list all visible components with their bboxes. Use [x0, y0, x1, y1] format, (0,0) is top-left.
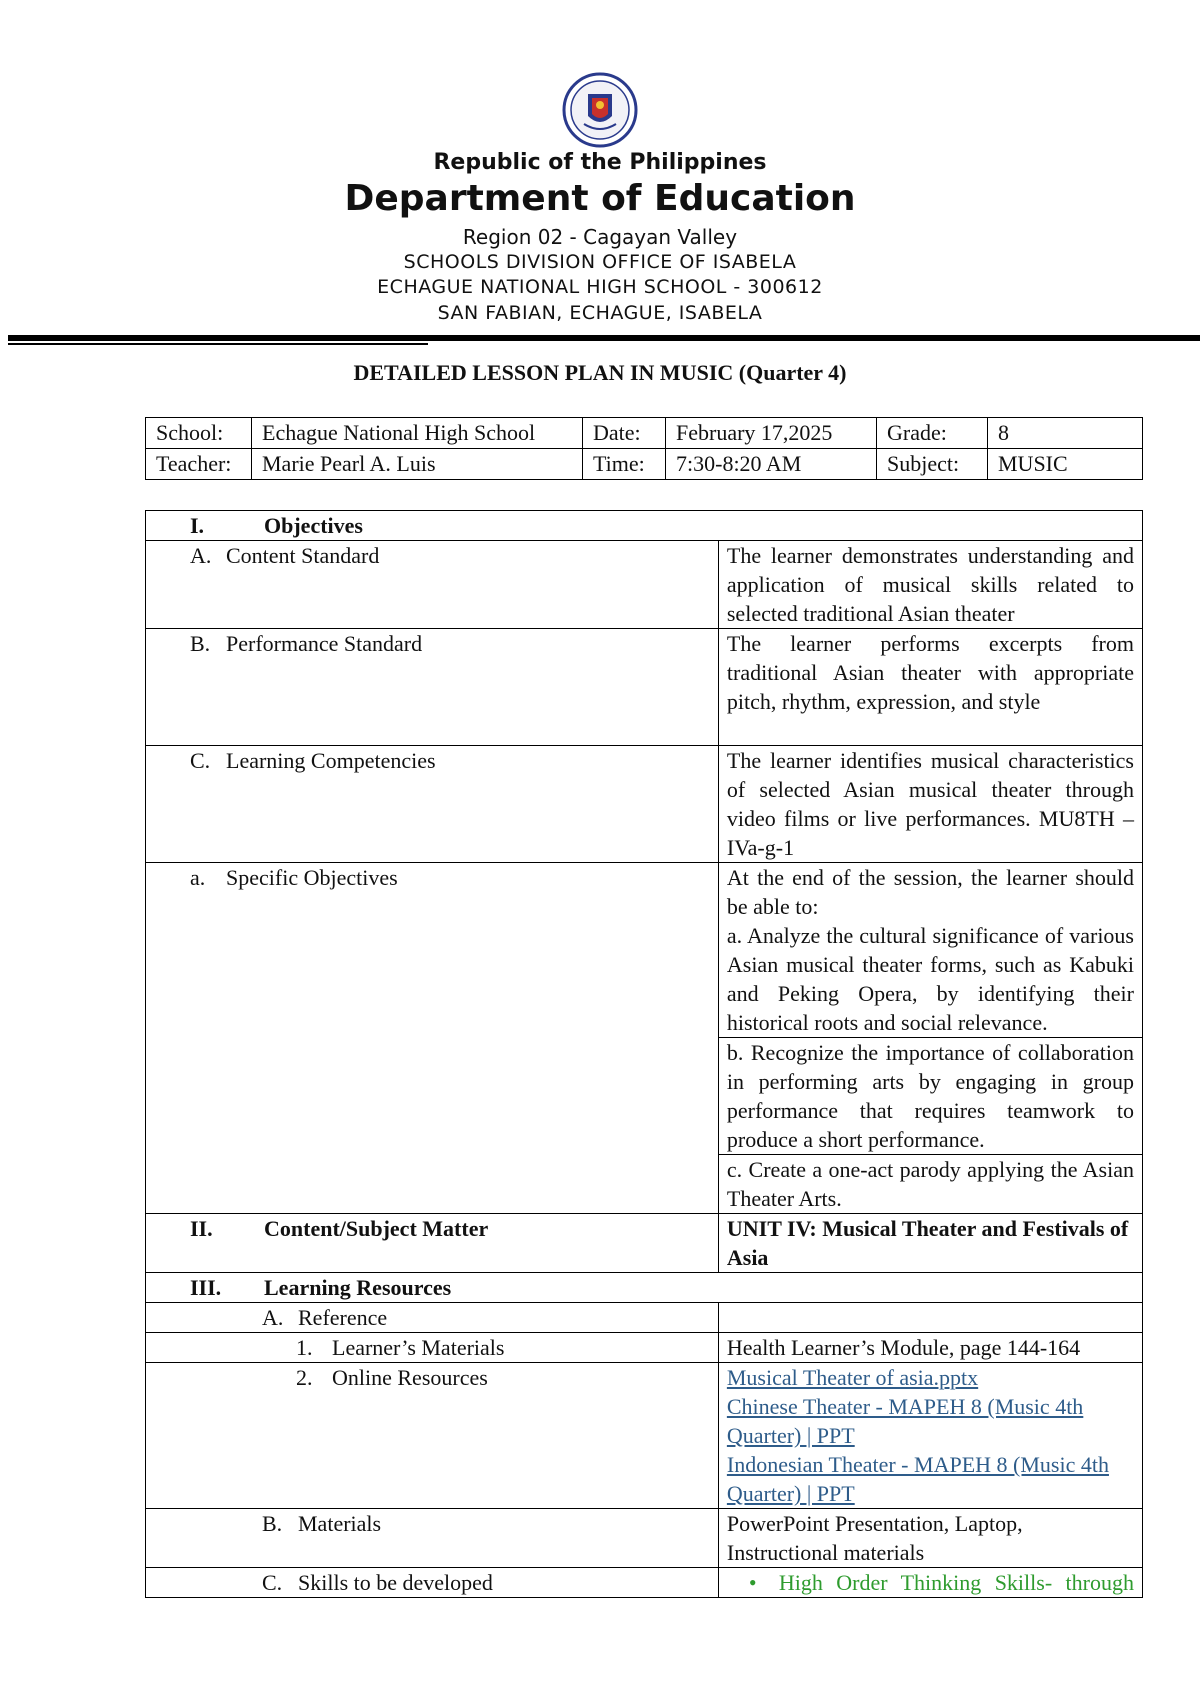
section-row-resources	[146, 1273, 1143, 1303]
table-row	[146, 541, 1143, 629]
section-heading: Learning Resources	[264, 1275, 452, 1300]
item-number: 1.	[296, 1335, 313, 1360]
teacher-value: Marie Pearl A. Luis	[252, 449, 583, 480]
header-republic: Republic of the Philippines	[433, 150, 767, 175]
date-label: Date:	[583, 418, 666, 449]
table-row	[146, 1363, 1143, 1509]
item-label: Online Resources	[332, 1365, 488, 1390]
header-division: SCHOOLS DIVISION OFFICE OF ISABELA	[403, 251, 797, 273]
section-number: I.	[190, 513, 205, 538]
grade-label: Grade:	[877, 418, 988, 449]
online-resource-link[interactable]: Chinese Theater - MAPEH 8 (Music 4th Quarter) | PPT	[726, 1394, 1084, 1448]
header-address: SAN FABIAN, ECHAGUE, ISABELA	[437, 302, 763, 324]
section-heading: Content/Subject Matter	[264, 1216, 489, 1241]
item-number: 2.	[296, 1365, 313, 1390]
teacher-label: Teacher:	[146, 449, 252, 480]
subject-label: Subject:	[877, 449, 988, 480]
item-letter: B.	[190, 631, 211, 656]
header-region: Region 02 - Cagayan Valley	[462, 225, 738, 249]
lesson-plan-table	[145, 510, 1143, 1598]
item-label: Learning Competencies	[226, 748, 436, 773]
materials-text: PowerPoint Presentation, Laptop, Instructional materials	[718, 1509, 1142, 1568]
table-row	[146, 1509, 1143, 1568]
school-value: Echague National High School	[252, 418, 583, 449]
item-label: Performance Standard	[226, 631, 423, 656]
specific-objective-c: c. Create a one-act parody applying the Asian Theater Arts.	[718, 1155, 1142, 1214]
content-subject-text: UNIT IV: Musical Theater and Festivals of Asia	[718, 1214, 1142, 1273]
grade-value: 8	[988, 418, 1143, 449]
header-school: ECHAGUE NATIONAL HIGH SCHOOL - 300612	[377, 276, 823, 298]
item-letter: a.	[190, 865, 206, 890]
subject-value: MUSIC	[988, 449, 1143, 480]
item-label: Reference	[298, 1305, 388, 1330]
header-rule	[8, 335, 1200, 341]
item-letter: A.	[190, 543, 212, 568]
table-row	[146, 1303, 1143, 1333]
competencies-text: The learner identifies musical characteristics of selected Asian musical theater through video films or live performances. MU8TH –IVa-g-1	[718, 746, 1142, 863]
time-value: 7:30-8:20 AM	[666, 449, 877, 480]
item-label: Materials	[298, 1511, 382, 1536]
item-letter: B.	[262, 1511, 283, 1536]
item-label: Content Standard	[226, 543, 380, 568]
school-label: School:	[146, 418, 252, 449]
specific-objective-b: b. Recognize the importance of collaboration in performing arts by engaging in group performance that requires teamwork to produce a short performance.	[718, 1038, 1142, 1155]
table-row	[146, 1568, 1143, 1598]
header-department: Department of Education	[344, 178, 856, 219]
content-standard-text: The learner demonstrates understanding and application of musical skills related to selected traditional Asian theater	[718, 541, 1142, 629]
specific-intro: At the end of the session, the learner should be able to:	[726, 865, 1134, 919]
item-letter: A.	[262, 1305, 284, 1330]
section-number: III.	[190, 1275, 222, 1300]
table-row	[146, 449, 1143, 480]
table-row	[146, 746, 1143, 863]
item-label: Specific Objectives	[226, 865, 398, 890]
item-label: Learner’s Materials	[332, 1335, 505, 1360]
skills-text: High Order Thinking Skills- through	[778, 1570, 1134, 1595]
reference-value	[718, 1303, 1142, 1333]
specific-objective-a: a. Analyze the cultural significance of various Asian musical theater forms, such as Kabuki and Peking Opera, by identifying their historical roots and social relevance.	[726, 923, 1134, 1035]
online-resource-link[interactable]: Musical Theater of asia.pptx	[726, 1365, 979, 1390]
section-row-objectives	[146, 511, 1143, 541]
section-row-content	[146, 1214, 1143, 1273]
header-rule-thin	[8, 343, 428, 345]
online-resource-link[interactable]: Indonesian Theater - MAPEH 8 (Music 4th Quarter) | PPT	[726, 1452, 1109, 1506]
learners-materials-text: Health Learner’s Module, page 144-164	[718, 1333, 1142, 1363]
table-row	[146, 418, 1143, 449]
bullet-icon: •	[748, 1570, 757, 1595]
date-value: February 17,2025	[666, 418, 877, 449]
section-heading: Objectives	[264, 513, 363, 538]
table-row	[146, 863, 1143, 1038]
item-label: Skills to be developed	[298, 1570, 493, 1595]
time-label: Time:	[583, 449, 666, 480]
table-row	[146, 1333, 1143, 1363]
page-title: DETAILED LESSON PLAN IN MUSIC (Quarter 4)	[353, 360, 847, 385]
table-row	[146, 629, 1143, 746]
deped-seal-logo	[562, 72, 638, 148]
performance-standard-text: The learner performs excerpts from traditional Asian theater with appropriate pitch, rhythm, expression, and style	[718, 629, 1142, 746]
lesson-info-table	[145, 417, 1143, 480]
item-letter: C.	[190, 748, 211, 773]
item-letter: C.	[262, 1570, 283, 1595]
section-number: II.	[190, 1216, 213, 1241]
